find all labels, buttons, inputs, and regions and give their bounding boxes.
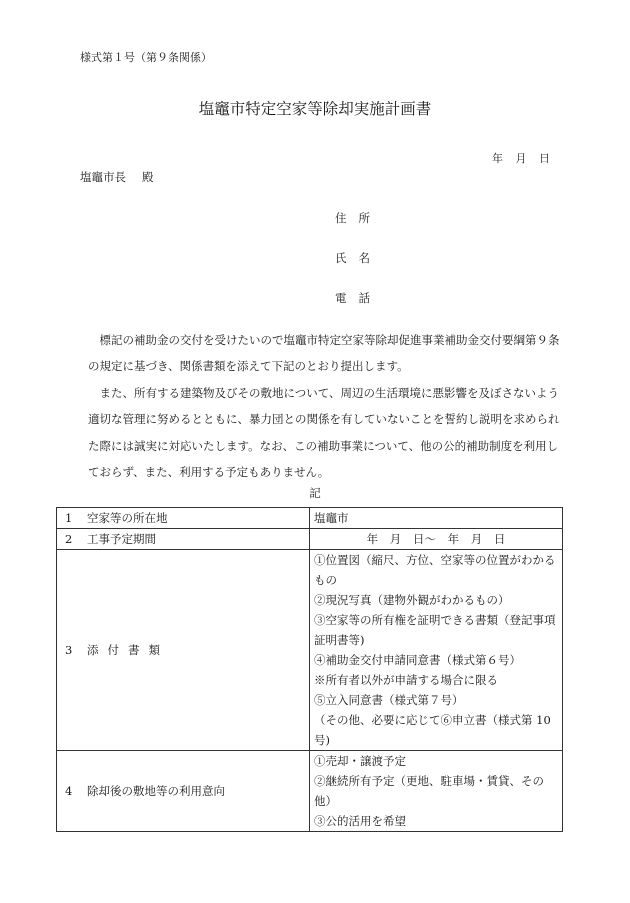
attachment-item: ④補助金交付申請同意書（様式第６号） xyxy=(314,653,521,667)
table-row xyxy=(57,751,563,832)
row-3-label xyxy=(57,550,310,751)
row-4-value xyxy=(310,751,563,832)
attachment-item: ③空家等の所有権を証明できる書類（登記事項証明書等) xyxy=(314,613,556,647)
attachment-item: ※所有者以外が申請する場合に限る xyxy=(314,673,498,687)
usage-option: ②継続所有予定（更地、駐車場・賃貸、その他） xyxy=(314,774,544,808)
construction-period: 年 月 日～ 年 月 日 xyxy=(366,532,506,546)
table-row xyxy=(57,550,563,751)
row-3-value xyxy=(310,550,563,751)
usage-option: ①売却・譲渡予定 xyxy=(314,754,406,768)
row-3-label-text: 添付書類 xyxy=(87,643,169,657)
body-text xyxy=(88,327,566,485)
applicant-name-label: 氏名 xyxy=(335,251,382,265)
details-table xyxy=(56,507,563,832)
body-paragraph-2: また、所有する建築物及びその敷地について、周辺の生活環境に悪影響を及ぼさないよう適切な管理に努めるとともに、暴力団との関係を有していないことを誓約し説明を求められた際には誠実に対応いたします。なお、この補助事業について、他の公的補助制度を利用しておらず、また、利用する予定もありません。 xyxy=(88,385,560,480)
row-2-value xyxy=(310,529,563,550)
row-4-label-text: 除却後の敷地等の利用意向 xyxy=(87,784,225,798)
page-title: 塩竈市特定空家等除却実施計画書 xyxy=(198,100,432,118)
table-row xyxy=(57,529,563,550)
row-4-label xyxy=(57,751,310,832)
applicant-address-label: 住所 xyxy=(335,211,382,225)
row-1-number: 1 xyxy=(65,511,73,525)
attachment-item: ②現況写真（建物外観がわかるもの） xyxy=(314,593,510,607)
table-row xyxy=(57,508,563,529)
row-4-number: 4 xyxy=(65,784,73,798)
applicant-phone-label: 電話 xyxy=(335,291,382,305)
addressee xyxy=(80,169,154,185)
addressee-honorific: 殿 xyxy=(142,170,154,184)
form-number: 様式第１号（第９条関係） xyxy=(80,51,212,64)
ki-heading: 記 xyxy=(309,486,321,500)
row-3-number: 3 xyxy=(65,643,73,657)
attachment-item: ①位置図（縮尺、方位、空家等の位置がわかるもの xyxy=(314,553,556,587)
usage-option: ③公的活用を希望 xyxy=(314,814,406,828)
row-1-label xyxy=(57,508,310,529)
row-1-label-text: 空家等の所在地 xyxy=(87,511,168,525)
attachment-item: ⑤立入同意書（様式第７号） xyxy=(314,693,464,707)
row-2-number: 2 xyxy=(65,532,73,546)
body-paragraph-1: 標記の補助金の交付を受けたいので塩竈市特定空家等除却促進事業補助金交付要綱第９条の規定に基づき、関係書類を添えて下記のとおり提出します。 xyxy=(88,333,560,374)
addressee-name: 塩竈市長 xyxy=(80,170,126,184)
row-2-label xyxy=(57,529,310,550)
row-1-value-text: 塩竈市 xyxy=(314,511,349,525)
row-2-label-text: 工事予定期間 xyxy=(87,532,156,546)
row-1-value xyxy=(310,508,563,529)
date-line: 年 月 日 xyxy=(492,152,550,165)
attachment-item: （その他、必要に応じて⑥申立書（様式第 10 号) xyxy=(314,713,551,747)
